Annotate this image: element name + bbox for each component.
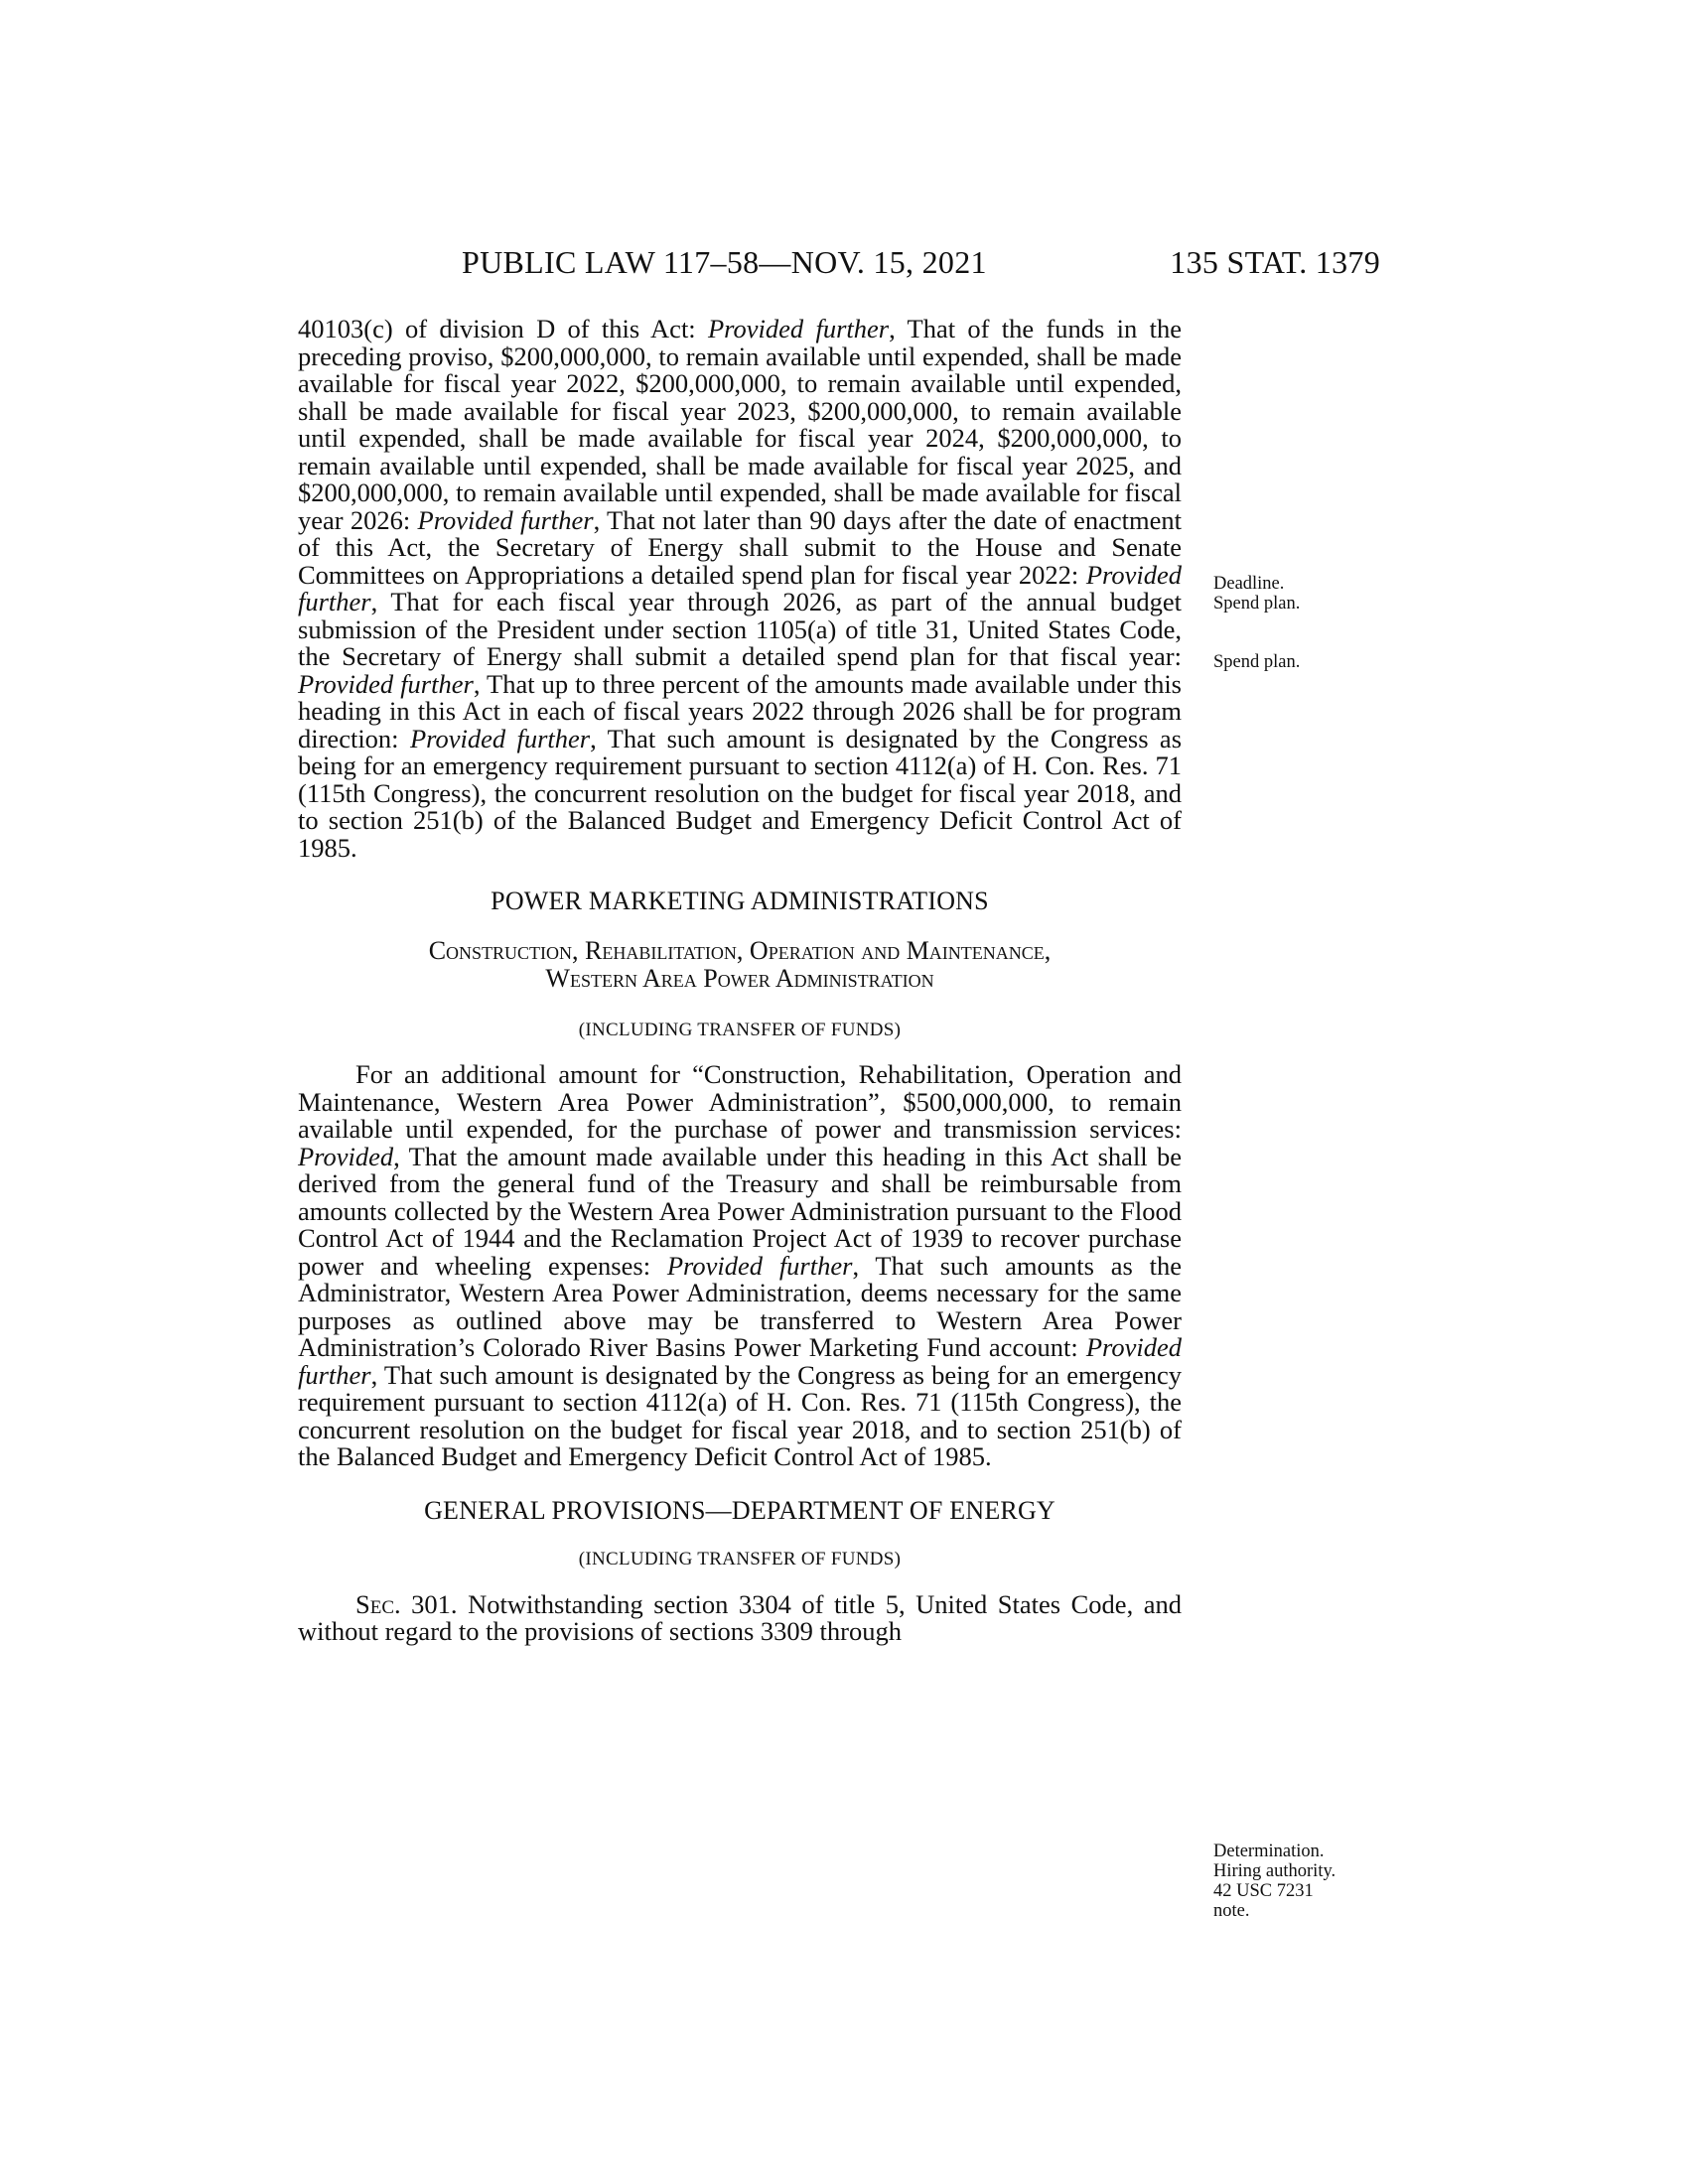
heading-construction-wapa: Construction, Rehabilitation, Operation and Maintenance, Western Area Power Administration <box>428 935 1052 993</box>
page-body <box>298 316 1182 1646</box>
paragraph-fy-funding: 40103(c) of division D of this Act: Provided further, That of the funds in the preceding proviso, $200,000,000, to remain available until expended, shall be made available for fiscal year 2022, $200,000,000, to remain available until expended, shall be made available for fiscal year 2023, $200,000,000, to remain available until expended, shall be made available for fiscal year 2024, $200,000,000, to remain available until expended, shall be made available for fiscal year 2025, and $200,000,000, to remain available until expended, shall be made available for fiscal year 2026: Provided further, That not later than 90 days after the date of enactment of this Act, the Secretary of Energy shall submit to the House and Senate Committees on Appropriations a detailed spend plan for fiscal year 2022: Provided further, That for each fiscal year through 2026, as part of the annual budget submission of the President under section 1105(a) of title 31, United States Code, the Secretary of Energy shall submit a detailed spend plan for that fiscal year: Provided further, That up to three percent of the amounts made available under this heading in this Act in each of fiscal years 2022 through 2026 shall be for program direction: Provided further, That such amount is designated by the Congress as being for an emergency requirement pursuant to section 4112(a) of H. Con. Res. 71 (115th Congress), the concurrent resolution on the budget for fiscal year 2018, and to section 251(b) of the Balanced Budget and Emergency Deficit Control Act of 1985. <box>298 314 1183 863</box>
margin-note-hiring: Determination. Hiring authority. 42 USC 7231 note. <box>1213 1842 1336 1921</box>
paragraph-sec-301: Sec. 301. Notwithstanding section 3304 of title 5, United States Code, and without regard to the provisions of sections 3309 through <box>298 1588 1182 1646</box>
paragraph-wapa-funding: For an additional amount for “Construction, Rehabilitation, Operation and Maintenance, Western Area Power Administration”, $500,000,000, to remain available until expended, for the purchase of power and transmission services: Provided, That the amount made available under this heading in this Act shall be derived from the general fund of the Treasury and shall be reimbursable from amounts collected by the Western Area Power Administration pursuant to the Flood Control Act of 1944 and the Reclamation Project Act of 1939 to recover purchase power and wheeling expenses: Provided further, That such amounts as the Administrator, Western Area Power Administration, deems necessary for the same purposes as outlined above may be transferred to Western Area Power Administration’s Colorado River Basins Power Marketing Fund account: Provided further, That such amount is designated by the Congress as being for an emergency requirement pursuant to section 4112(a) of H. Con. Res. 71 (115th Congress), the concurrent resolution on the budget for fiscal year 2018, and to section 251(b) of the Balanced Budget and Emergency Deficit Control Act of 1985. <box>298 1059 1182 1471</box>
running-header <box>298 244 1380 288</box>
page-number: 135 STAT. 1379 <box>1170 244 1380 280</box>
heading-power-marketing: POWER MARKETING ADMINISTRATIONS <box>491 887 989 915</box>
running-head-title: PUBLIC LAW 117–58—NOV. 15, 2021 <box>462 244 987 280</box>
subheading-transfer-funds: (INCLUDING TRANSFER OF FUNDS) <box>578 1019 902 1040</box>
heading-general-provisions: GENERAL PROVISIONS—DEPARTMENT OF ENERGY <box>424 1495 1055 1525</box>
margin-note-spend-plan: Spend plan. <box>1213 652 1301 672</box>
subheading-transfer-funds-2: (INCLUDING TRANSFER OF FUNDS) <box>578 1549 902 1570</box>
margin-note-deadline: Deadline. Spend plan. <box>1213 574 1301 614</box>
